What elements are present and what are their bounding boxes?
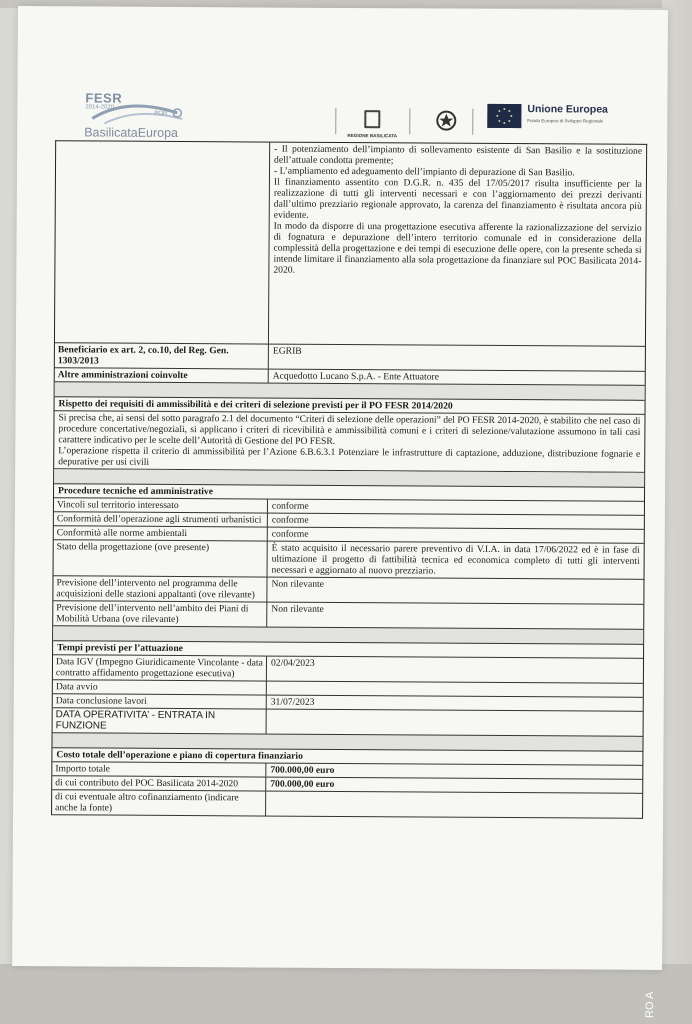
table-row [53, 655, 643, 684]
row-value: Non rilevante [271, 603, 324, 615]
procedure-title: Procedure tecniche ed amministrative [54, 484, 644, 502]
row-label: Previsione dell’intervento nel programma delle acquisizioni delle stazioni appaltanti (ove rilevante) [53, 576, 267, 601]
row-label: Data avvio [53, 680, 267, 694]
beneficiario-value: EGRIB [272, 345, 302, 357]
row-label: Importo totale [52, 762, 266, 776]
eu-logo [487, 103, 637, 136]
row-value [267, 710, 643, 736]
regione-mark-icon [364, 110, 380, 128]
table-row [54, 540, 644, 580]
eu-title: Unione Europea [527, 103, 608, 116]
rispetto-paragraph: L’operazione rispetta il criterio di ammissibilità per l’Azione 6.B.6.3.1 Potenziare le infrastrutture di captazione, adduzione, distribuzione fognarie e depurative per usi civili [58, 445, 641, 468]
altre-value: Acquedotto Lucano S.p.A. - Ente Attuatore [272, 370, 440, 383]
row-value: conforme [271, 514, 309, 526]
table-row [53, 601, 643, 630]
row-label: Vincoli sul territorio interessato [54, 498, 268, 512]
row-value: conforme [271, 500, 309, 512]
intro-bullet: - L’ampliamento ed adeguamento dell’impianto di depurazione di San Basilio. [273, 165, 575, 179]
row-label: Conformità alle norme ambientali [54, 526, 268, 540]
row-label: Data IGV (Impegno Giuridicamente Vincolante - data contratto affidamento progettazione esecutiva) [53, 655, 267, 680]
eu-subtitle: Fondo Europeo di Sviluppo Regionale [527, 118, 604, 124]
row-value: conforme [271, 528, 309, 540]
fesr-period: 2014-2020 [85, 104, 115, 111]
fesr-title: FESR [85, 90, 123, 106]
beneficiario-label: Beneficiario ex art. 2, co.10, del Reg. Gen. 1303/2013 [55, 343, 269, 368]
row-label: di cui contributo del POC Basilicata 2014-2020 [52, 776, 266, 790]
logo-divider [409, 108, 410, 134]
row-value [266, 792, 642, 818]
table-row [53, 708, 643, 737]
row-label: DATA OPERATIVITA’ - ENTRATA IN FUNZIONE [53, 708, 267, 733]
row-label: Conformità dell’operazione agli strumenti urbanistici [54, 512, 268, 526]
regione-logo [342, 110, 402, 140]
logo-divider [472, 109, 473, 135]
fesr-logo [82, 90, 192, 143]
eu-flag-icon [487, 104, 521, 128]
row-value [267, 682, 643, 697]
row-label: Data conclusione lavori [53, 694, 267, 708]
table-row [53, 576, 643, 605]
row-label: di cui eventuale altro cofinanziamento (indicare anche la fonte) [52, 790, 266, 815]
intro-paragraph: Il finanziamento assentito con D.G.R. n. 435 del 17/05/2017 risulta insufficiente per la realizzazione di tutti gli interventi necessari e con l’aggiornamento dei prezzi derivanti dall’ultimo prezziario regionale approvato, la carenza del finanziamento è risultata ancora più evidente. [273, 176, 642, 221]
intro-text [269, 143, 646, 346]
desk-bottom-edge [0, 964, 692, 1024]
intro-paragraph: In modo da disporre di una progettazione esecutiva afferente la razionalizzazione del servizio di fognatura e depurazione dell’intero territorio comunale ed in considerazione della complessità della progettazione e dei tempi di esecuzione delle opere, con la presente scheda si intende limitare il finanziamento alla sola progettazione da finanziare sul POC Basilicata 2014-2020. [273, 220, 642, 276]
row-value: È stato acquisito il necessario parere preventivo di V.I.A. in data 17/06/2022 ed è in fase di ultimazione il progetto di fattibilità tecnica ed economica completo di tutti gli interventi necessari e aggiornato al nuovo prezziario. [271, 542, 640, 577]
costo-title: Costo totale dell’operazione e piano di copertura finanziario [52, 748, 642, 766]
scheda-table [51, 140, 647, 819]
table-row [52, 790, 642, 819]
document-page [12, 6, 668, 970]
row-value: 700.000,00 euro [270, 764, 335, 776]
intro-bullet: - Il potenziamento dell’impianto di sollevamento esistente di San Basilio e la sostituzione dell’attuale condotta premente; [274, 143, 643, 167]
row-label: Stato della progettazione (ove presente) [54, 540, 268, 576]
row-value: 02/04/2023 [270, 657, 315, 669]
regione-label: REGIONE BASILICATA [347, 133, 398, 139]
italian-emblem-icon [435, 109, 457, 133]
rispetto-title: Rispetto dei requisiti di ammissibilità e dei criteri di selezione previsti per il PO FESR 2014/2020 [55, 397, 645, 415]
header-logos [17, 6, 668, 145]
fesr-brand: BasilicataEuropa [84, 125, 179, 140]
tempi-title: Tempi previsti per l’attuazione [53, 641, 643, 659]
intro-row [55, 141, 646, 347]
row-value: Non rilevante [271, 578, 324, 590]
altre-label: Altre amministrazioni coinvolte [55, 368, 269, 382]
corner-stamp: RO A [644, 991, 656, 1018]
row-value: 700.000,00 euro [270, 778, 335, 790]
beneficiario-row [55, 343, 645, 372]
logo-divider [335, 108, 336, 134]
rispetto-paragraph: Si precisa che, ai sensi del sotto paragrafo 2.1 del documento “Criteri di selezione delle operazioni” del PO FESR 2014-2020, è stabilito che nel caso di procedure concertative/negoziali, si applicano i criteri di ricevibilità e ammissibilità comuni e i criteri di selezione/valutazione assumono in tali casi carattere indicativo per le scelte dell’Autorità di Gestione del PO FESR. [58, 412, 641, 447]
fesr-por: POR [154, 110, 168, 117]
row-label: Previsione dell’intervento nell’ambito dei Piani di Mobilità Urbana (ove rilevante) [53, 601, 267, 626]
row-value: 31/07/2023 [270, 696, 315, 708]
rispetto-body [54, 411, 644, 473]
